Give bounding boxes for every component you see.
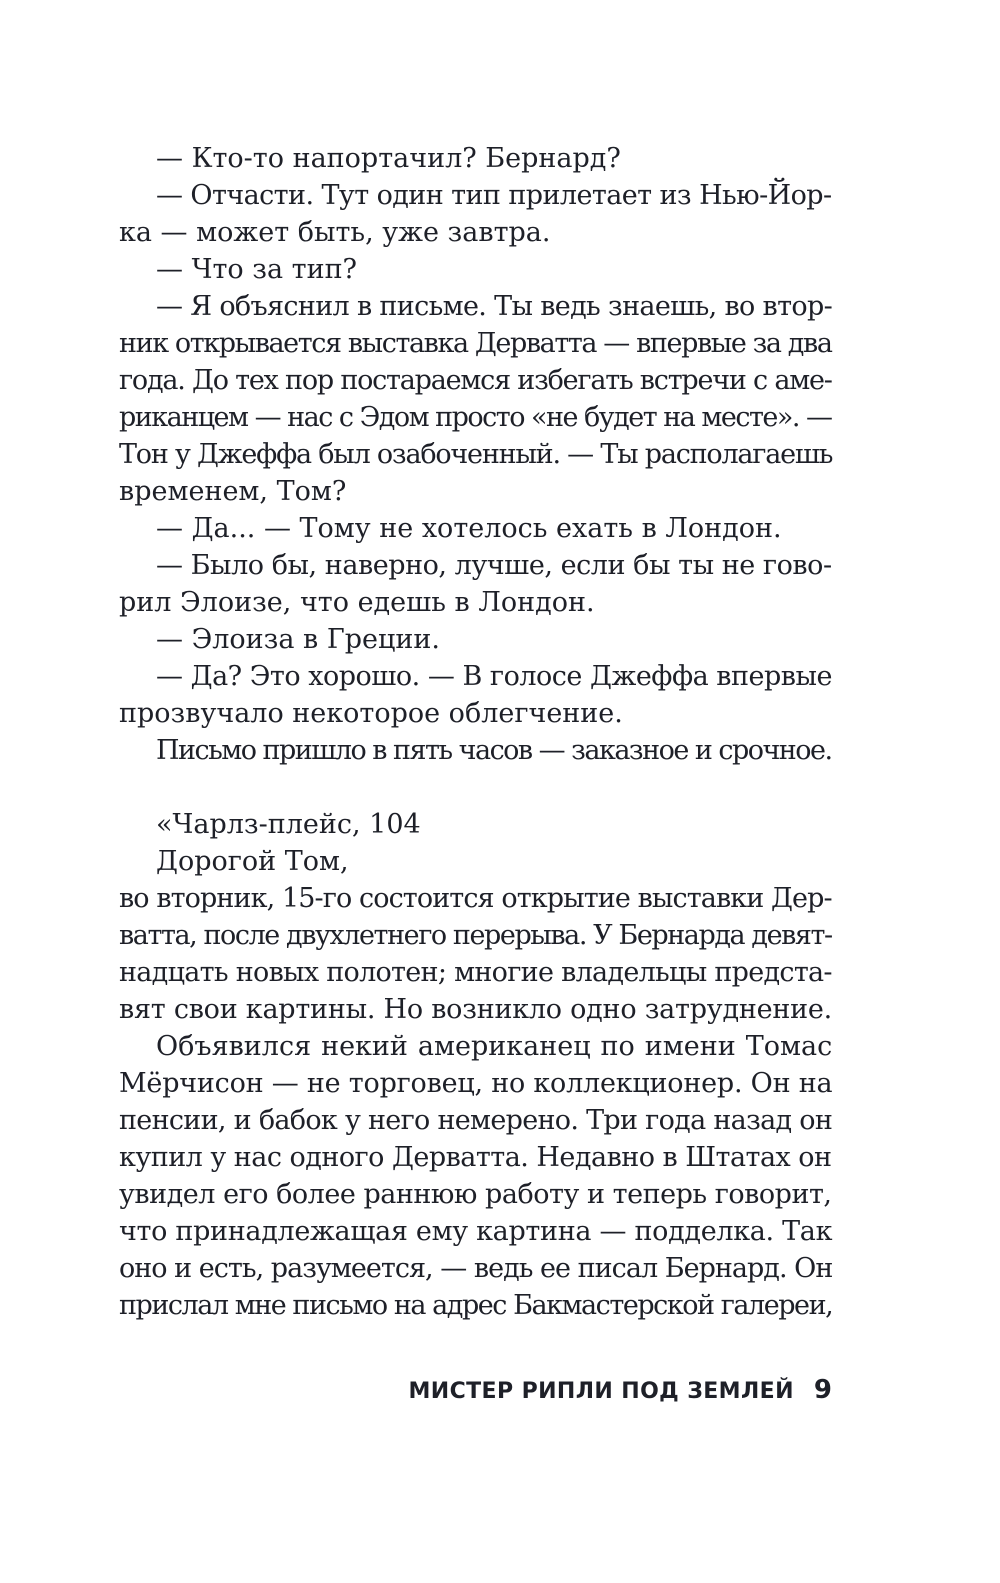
text-line: увидел его более раннюю работу и теперь говорит, — [119, 1179, 832, 1210]
text-line: — Было бы, наверно, лучше, если бы ты не гово- — [156, 550, 832, 581]
text-line: рил Элоизе, что едешь в Лондон. — [119, 587, 595, 618]
text-line: оно и есть, разумеется, — ведь ее писал Бернард. Он — [119, 1253, 833, 1284]
text-line: Письмо пришло в пять часов — заказное и срочное. — [156, 735, 832, 766]
text-line: — Кто-то напортачил? Бернард? — [156, 143, 621, 174]
text-line: ка — может быть, уже завтра. — [119, 217, 551, 248]
text-line: — Да? Это хорошо. — В голосе Джеффа впервые — [156, 661, 833, 692]
text-line: Тон у Джеффа был озабоченный. — Ты располагаешь — [119, 439, 833, 470]
text-line: — Отчасти. Тут один тип прилетает из Нью-Йор- — [156, 180, 832, 211]
text-line: вят свои картины. Но возникло одно затруднение. — [119, 994, 832, 1025]
text-line: — Да... — Тому не хотелось ехать в Лондон. — [156, 513, 782, 544]
text-line: пенсии, и бабок у него немерено. Три года назад он — [119, 1105, 833, 1136]
text-line: Объявился некий американец по имени Томас — [156, 1031, 833, 1062]
text-line: «Чарлз-плейс, 104 — [156, 809, 421, 840]
text-line: купил у нас одного Дерватта. Недавно в Штатах он — [119, 1142, 832, 1173]
text-line: надцать новых полотен; многие владельцы предста- — [119, 957, 832, 988]
text-line: во вторник, 15-го состоится открытие выставки Дер- — [119, 883, 832, 914]
body-text — [119, 140, 832, 1324]
text-line: прислал мне письмо на адрес Бакмастерской галереи, — [119, 1290, 833, 1321]
text-line: Мёрчисон — не торговец, но коллекционер. Он на — [119, 1068, 833, 1099]
text-line: Дорогой Том, — [156, 846, 349, 877]
paragraph-gap — [119, 769, 832, 806]
text-line: — Я объяснил в письме. Ты ведь знаешь, во втор- — [156, 291, 833, 322]
page-number: 9 — [813, 1375, 832, 1405]
text-line: года. До тех пор постараемся избегать встречи с аме- — [119, 365, 832, 396]
page-footer — [409, 1375, 833, 1411]
text-line: временем, Том? — [119, 476, 347, 507]
text-line: риканцем — нас с Эдом просто «не будет на месте». — — [119, 402, 832, 433]
text-line: что принадлежащая ему картина — подделка. Так — [119, 1216, 833, 1247]
text-line: прозвучало некоторое облегчение. — [119, 698, 623, 729]
text-line: — Элоиза в Греции. — [156, 624, 440, 655]
running-head: МИСТЕР РИПЛИ ПОД ЗЕМЛЕЙ — [408, 1379, 794, 1404]
text-line: ватта, после двухлетнего перерыва. У Бернарда девят- — [119, 920, 832, 951]
text-line: — Что за тип? — [156, 254, 358, 285]
text-line: ник открывается выставка Дерватта — впервые за два — [119, 328, 832, 359]
